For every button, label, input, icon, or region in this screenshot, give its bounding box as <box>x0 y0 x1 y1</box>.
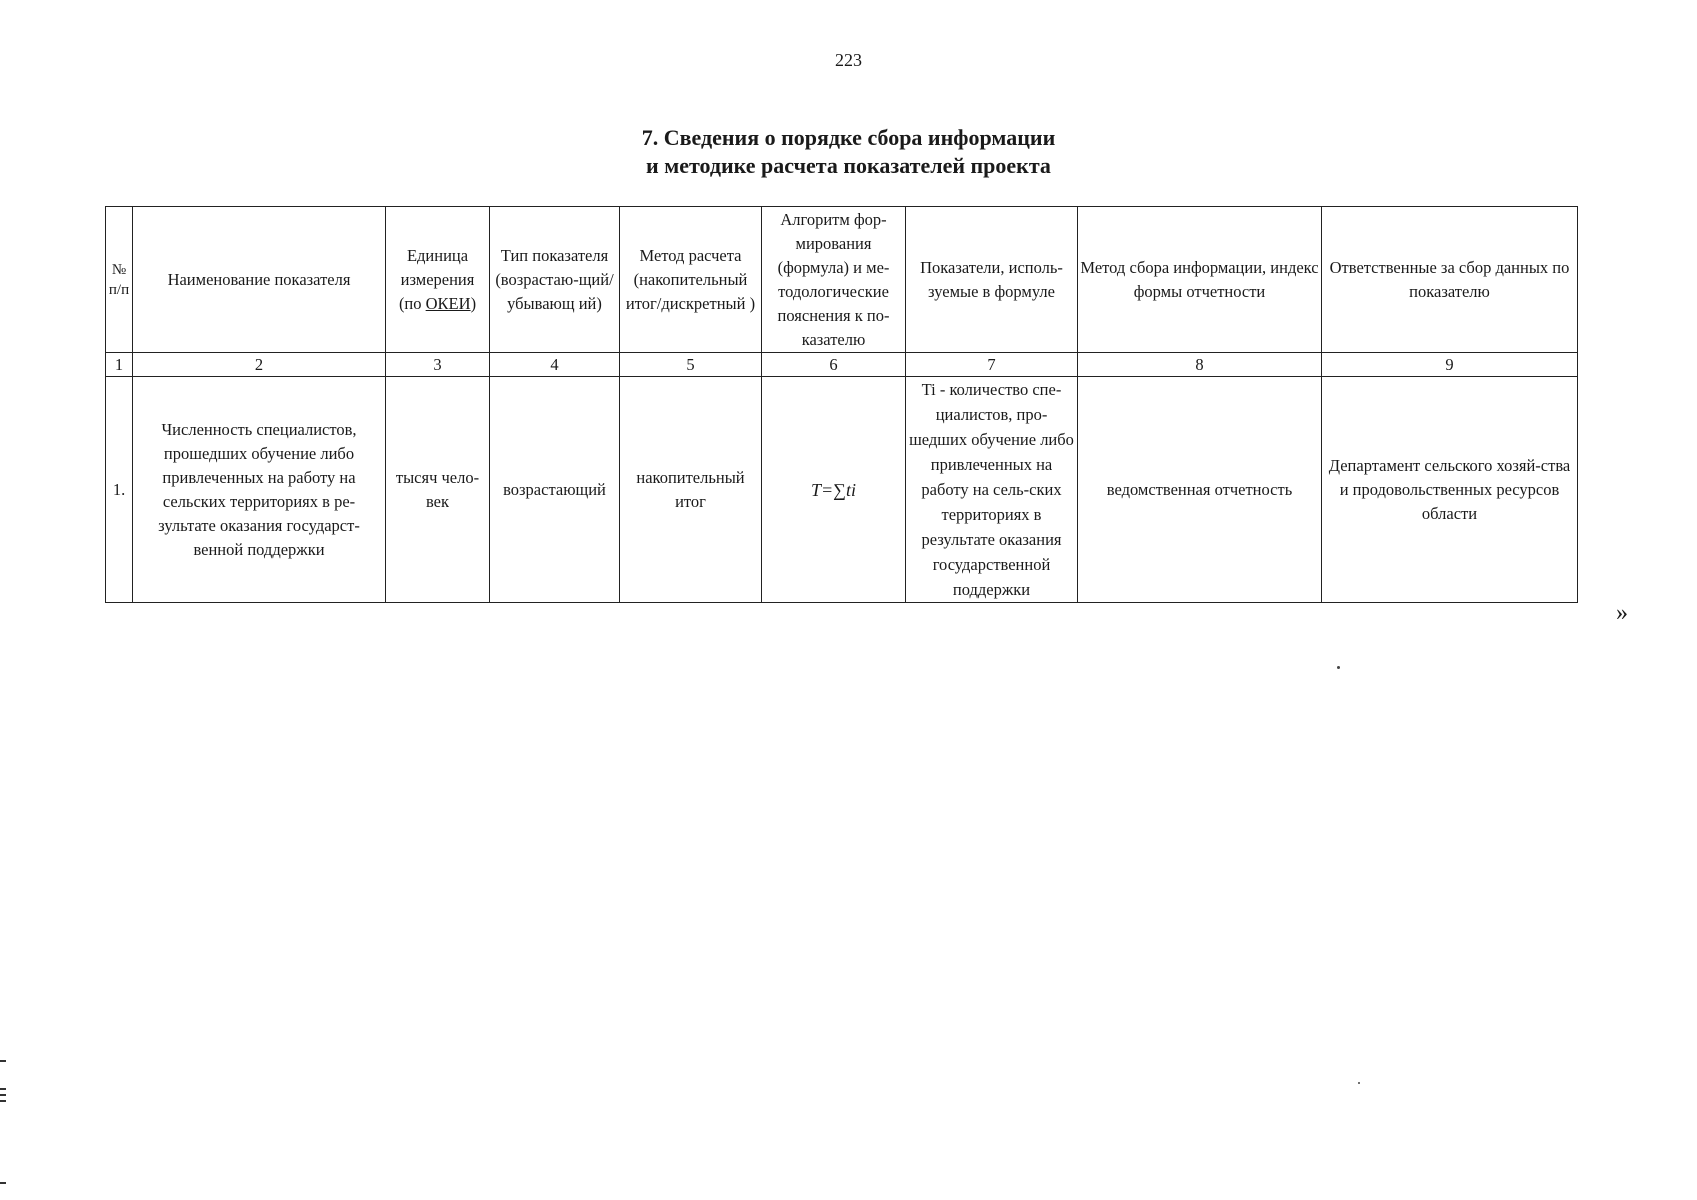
margin-mark <box>0 1182 6 1184</box>
header-collection-method: Метод сбора информации, индекс формы отчетности <box>1078 207 1322 353</box>
row-responsible: Департамент сельского хозяй-ства и продовольственных ресурсов области <box>1322 377 1578 603</box>
scan-artifact <box>1337 666 1340 669</box>
row-indicator-name: Численность специалистов, прошедших обучение либо привлеченных на работу на сельских территориях в ре-зультате оказания государст-венной поддержки <box>133 377 386 603</box>
column-number: 6 <box>762 353 906 377</box>
header-number: № п/п <box>106 207 133 353</box>
row-calculation-method: накопительный итог <box>620 377 762 603</box>
section-title-line-1: 7. Сведения о порядке сбора информации <box>641 125 1056 150</box>
header-unit <box>386 207 490 353</box>
header-responsible: Ответственные за сбор данных по показателю <box>1322 207 1578 353</box>
column-number: 2 <box>133 353 386 377</box>
margin-mark <box>0 1094 6 1096</box>
table-row <box>106 377 1578 603</box>
row-formula-indicators: Ti - количество спе-циалистов, про-шедших обучение либо привлеченных на работу на сель-ских территориях в результате оказания государственной поддержки <box>906 377 1078 603</box>
margin-mark <box>0 1088 6 1090</box>
margin-mark <box>0 1100 6 1102</box>
column-number: 8 <box>1078 353 1322 377</box>
header-calculation-method: Метод расчета (накопительный итог/дискретный ) <box>620 207 762 353</box>
indicators-table <box>105 206 1578 603</box>
header-unit-text: Единица измерения (по <box>398 245 475 313</box>
column-number: 3 <box>386 353 490 377</box>
section-title <box>0 124 1697 180</box>
scan-artifact <box>1358 1082 1360 1084</box>
row-collection-method: ведомственная отчетность <box>1078 377 1322 603</box>
column-number: 5 <box>620 353 762 377</box>
header-indicator-name: Наименование показателя <box>133 207 386 353</box>
row-indicator-type: возрастающий <box>490 377 620 603</box>
header-algorithm: Алгоритм фор-мирования (формула) и ме-тодологические пояснения к по-казателю <box>762 207 906 353</box>
column-number-row <box>106 353 1578 377</box>
column-number: 1 <box>106 353 133 377</box>
table-header-row <box>106 207 1578 353</box>
page-number: 223 <box>835 50 862 70</box>
row-number: 1. <box>106 377 133 603</box>
section-title-line-2: и методике расчета показателей проекта <box>646 153 1051 178</box>
column-number: 9 <box>1322 353 1578 377</box>
header-indicator-type: Тип показателя (возрастаю-щий/убывающ ий) <box>490 207 620 353</box>
closing-quote: » <box>1616 600 1628 626</box>
header-unit-close: ) <box>470 293 477 313</box>
header-formula-indicators: Показатели, исполь-зуемые в формуле <box>906 207 1078 353</box>
column-number: 7 <box>906 353 1078 377</box>
row-formula: T=∑ti <box>762 377 906 603</box>
margin-mark <box>0 1060 6 1062</box>
column-number: 4 <box>490 353 620 377</box>
row-unit: тысяч чело-век <box>386 377 490 603</box>
okei-link[interactable]: ОКЕИ <box>425 293 471 313</box>
